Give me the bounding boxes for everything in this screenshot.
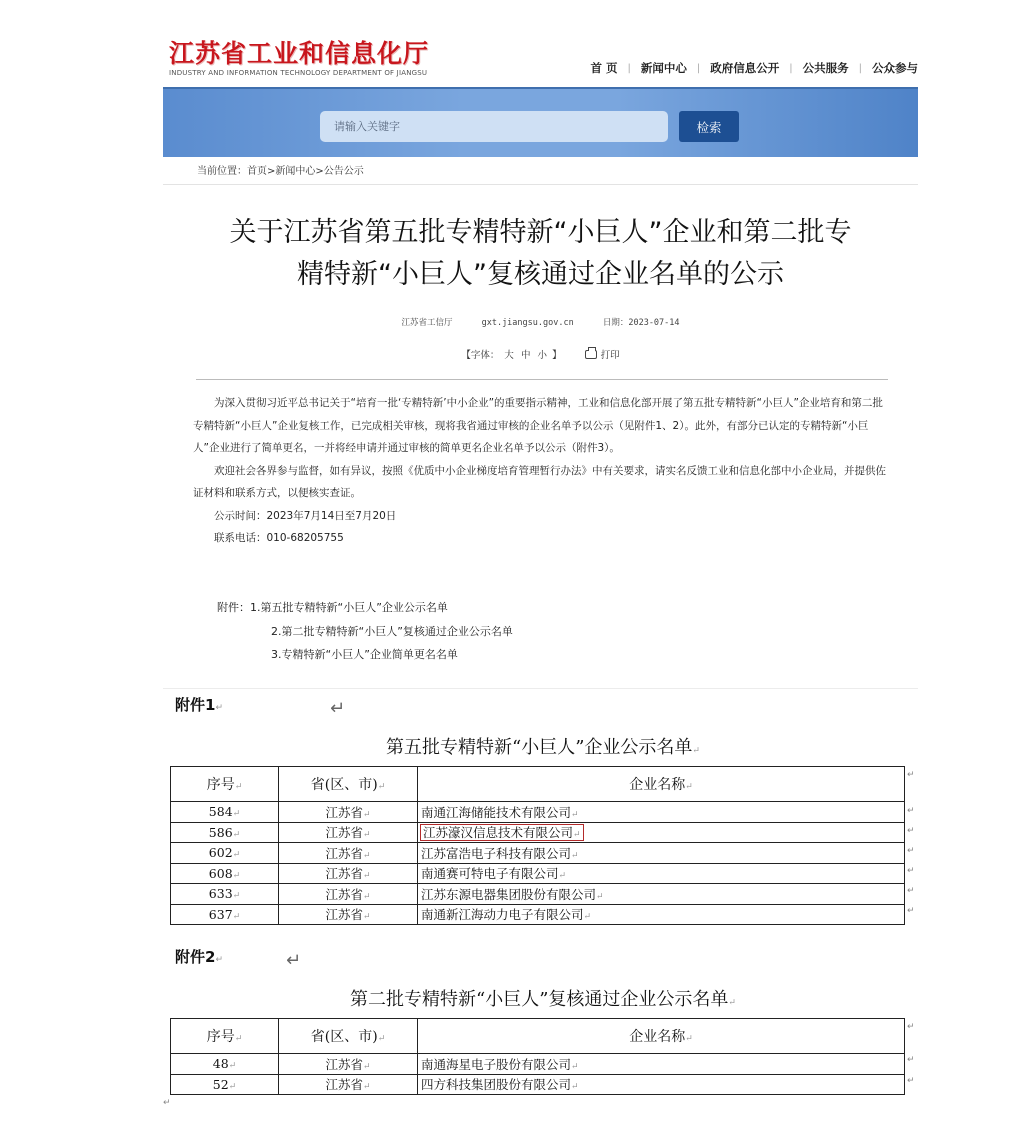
cell-province: 江苏省↵ [279,863,418,884]
table-row-highlighted [171,822,905,843]
cell-province: 江苏省↵ [279,1054,418,1075]
cell-no: 637↵ [171,904,279,925]
attachment1-table [170,766,905,925]
article-body [193,392,888,550]
attachment2-table [170,1018,905,1095]
divider [196,379,888,380]
table-row [171,802,905,823]
paragraph: 欢迎社会各界参与监督，如有异议，按照《优质中小企业梯度培育管理暂行办法》中有关要求，请实名反馈工业和信息化部中小企业局，并提供佐证材料和联系方式，以便核实查证。 [193,464,886,499]
article-meta [163,316,918,328]
nav-gov-info[interactable]: 政府信息公开 [710,61,780,75]
cell-company: 南通海星电子股份有限公司↵ [418,1054,905,1075]
return-mark: ↵ [907,1055,915,1065]
cell-company [418,822,905,843]
column-header: 企业名称↵ [418,767,905,802]
nav-news-center[interactable]: 新闻中心 [640,61,687,75]
return-mark: ↵ [907,826,915,836]
attachment-link[interactable]: 2.第二批专精特新“小巨人”复核通过企业公示名单 [271,624,513,638]
font-size-small[interactable]: 小 [537,350,548,361]
table-title-text: 第五批专精特新“小巨人”企业公示名单 [386,737,693,758]
nav-home[interactable]: 首 页 [590,61,618,75]
attachment2-label-text: 附件2 [175,948,216,966]
column-header: 省(区、市)↵ [279,767,418,802]
article-title-line: 精特新“小巨人”复核通过企业名单的公示 [297,259,784,290]
table-row [171,884,905,905]
article-source: 江苏省工信厅 [401,318,453,328]
site-logo-subtitle: INDUSTRY AND INFORMATION TECHNOLOGY DEPARTMENT OF JIANGSU [169,69,428,77]
cell-province: 江苏省↵ [279,1074,418,1095]
return-mark: ↵ [907,1076,915,1086]
divider [163,688,918,689]
attachment1-label [175,694,223,715]
print-label: 打印 [600,350,620,361]
cell-no: 584↵ [171,802,279,823]
search-banner [163,87,918,157]
search-button[interactable]: 检索 [679,111,739,142]
contact-phone: 联系电话：010-68205755 [214,532,344,544]
attachment2-table-title [163,985,923,1011]
cell-company: 南通赛可特电子有限公司↵ [418,863,905,884]
font-size-medium[interactable]: 中 [520,350,531,361]
return-mark: ↵ [907,906,915,916]
font-size-large[interactable]: 大 [504,350,514,361]
table-row [171,904,905,925]
nav-separator: | [627,62,631,74]
attachment2-label [175,946,223,967]
cell-no: 602↵ [171,843,279,864]
cell-company: 江苏东源电器集团股份有限公司↵ [418,884,905,905]
cell-province: 江苏省↵ [279,884,418,905]
nav-public-service[interactable]: 公共服务 [802,61,849,75]
column-header: 省(区、市)↵ [279,1019,418,1054]
return-mark-icon: ↵ [330,698,346,719]
attachment-list [217,596,513,667]
cell-province: 江苏省↵ [279,802,418,823]
table-row [171,1054,905,1075]
return-mark: ↵ [163,1098,171,1108]
font-size-close: 】 [552,350,562,361]
main-nav [580,60,918,76]
return-mark-icon: ↵ [286,950,302,971]
nav-public-participation[interactable]: 公众参与 [872,61,918,75]
cell-province: 江苏省↵ [279,843,418,864]
attachment-link[interactable]: 3.专精特新“小巨人”企业简单更名名单 [271,648,458,661]
cell-company: 南通新江海动力电子有限公司↵ [418,904,905,925]
breadcrumb: 当前位置：首页>新闻中心>公告公示 [197,166,364,177]
attachment1-label-text: 附件1 [175,696,216,714]
return-mark: ↵ [215,955,223,965]
print-button[interactable] [585,350,620,361]
column-header: 序号↵ [171,1019,279,1054]
nav-separator: | [858,62,862,74]
table-row [171,1074,905,1095]
cell-no: 586↵ [171,822,279,843]
return-mark: ↵ [907,866,915,876]
nav-separator: | [696,62,701,74]
paragraph: 为深入贯彻习近平总书记关于“培育一批‘专精特新’中小企业”的重要指示精神，工业和信息化部开展了第五批专精特新“小巨人”企业培育和第二批专精特新“小巨人”企业复核工作，已完成相关审核，现将我省通过审核的企业名单予以公示（见附件1、2）。此外，有部分已认定的专精特新“小巨人”企业进行了简单更名，一并将经申请并通过审核的简单更名企业名单予以公示（附件3）。 [193,397,883,454]
attachment1-table-title [163,733,923,759]
return-mark: ↵ [907,1022,915,1032]
return-mark: ↵ [907,886,915,896]
cell-no: 608↵ [171,863,279,884]
cell-company: 江苏富浩电子科技有限公司↵ [418,843,905,864]
printer-icon [585,350,597,359]
return-mark: ↵ [215,703,223,713]
attachments-label: 附件： [217,601,250,614]
highlight-box: 江苏濠汉信息技术有限公司↵ [423,825,581,841]
table-header-row [171,767,905,802]
article-title-line: 关于江苏省第五批专精特新“小巨人”企业和第二批专 [229,217,852,248]
site-header [163,28,918,86]
article-tools [163,347,918,361]
return-mark: ↵ [907,806,915,816]
table-title-text: 第二批专精特新“小巨人”复核通过企业公示名单 [350,989,729,1010]
attachment-link[interactable]: 1.第五批专精特新“小巨人”企业公示名单 [250,601,448,614]
article-date: 日期：2023-07-14 [602,318,680,328]
cell-no: 48↵ [171,1054,279,1075]
column-header: 企业名称↵ [418,1019,905,1054]
table-header-row [171,1019,905,1054]
table-row [171,863,905,884]
article-website: gxt.jiangsu.gov.cn [481,318,574,328]
article-title [163,212,918,296]
search-input[interactable] [320,111,668,142]
cell-company: 南通江海储能技术有限公司↵ [418,802,905,823]
return-mark: ↵ [728,998,736,1008]
cell-company: 四方科技集团股份有限公司↵ [418,1074,905,1095]
site-logo[interactable]: 江苏省工业和信息化厅 [169,39,430,68]
divider [163,184,918,185]
column-header: 序号↵ [171,767,279,802]
notice-period: 公示时间：2023年7月14日至7月20日 [214,509,397,522]
cell-province: 江苏省↵ [279,822,418,843]
cell-no: 52↵ [171,1074,279,1095]
return-mark: ↵ [692,746,700,756]
font-size-label: 【字体： [461,350,500,361]
table-row [171,843,905,864]
return-mark: ↵ [907,846,915,856]
return-mark: ↵ [907,770,915,780]
cell-no: 633↵ [171,884,279,905]
nav-separator: | [789,62,793,74]
cell-province: 江苏省↵ [279,904,418,925]
